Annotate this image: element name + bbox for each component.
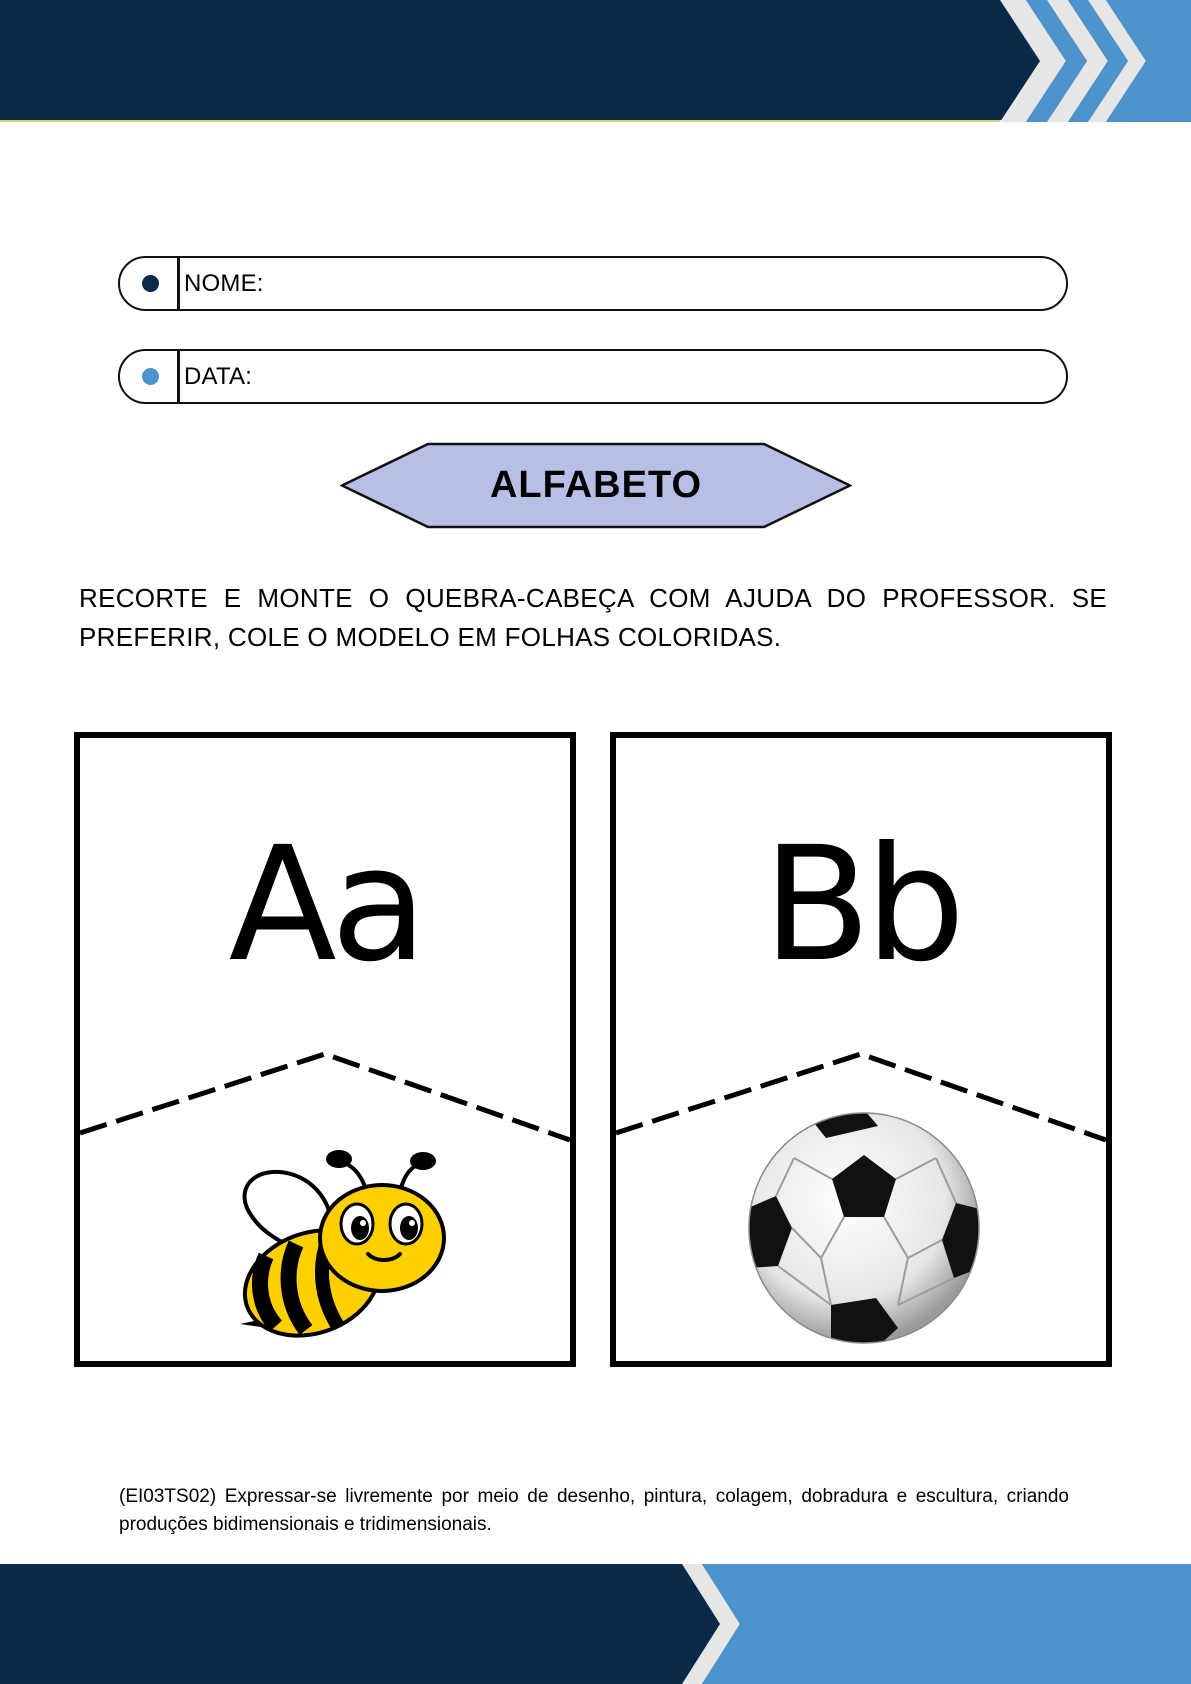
bee-icon <box>80 738 570 1361</box>
name-label: NOME: <box>184 269 264 297</box>
date-label: DATA: <box>184 362 253 390</box>
soccer-ball-icon <box>616 738 1106 1361</box>
puzzle-card-b <box>610 732 1112 1367</box>
card-letters: Aa <box>228 813 422 997</box>
bullet-dot <box>142 368 159 385</box>
bullet-dot <box>142 275 159 292</box>
field-divider <box>177 351 180 402</box>
page-title: ALFABETO <box>489 464 703 506</box>
header-band <box>0 0 1191 122</box>
date-field[interactable] <box>118 349 1068 404</box>
title-banner <box>340 442 852 529</box>
bncc-footnote: (EI03TS02) Expressar-se livremente por meio de desenho, pintura, colagem, dobradura e escultura, criando produções bidimensionais e tridimensionais. <box>119 1486 1069 1535</box>
field-divider <box>177 258 180 309</box>
card-letters: Bb <box>762 813 960 997</box>
footer-band <box>0 1564 1191 1684</box>
instructions-text: RECORTE E MONTE O QUEBRA-CABEÇA COM AJUDA DO PROFESSOR. SE PREFERIR, COLE O MODELO EM FOLHAS COLORIDAS. <box>79 583 1107 652</box>
puzzle-card-a <box>74 732 576 1367</box>
name-field[interactable] <box>118 256 1068 311</box>
